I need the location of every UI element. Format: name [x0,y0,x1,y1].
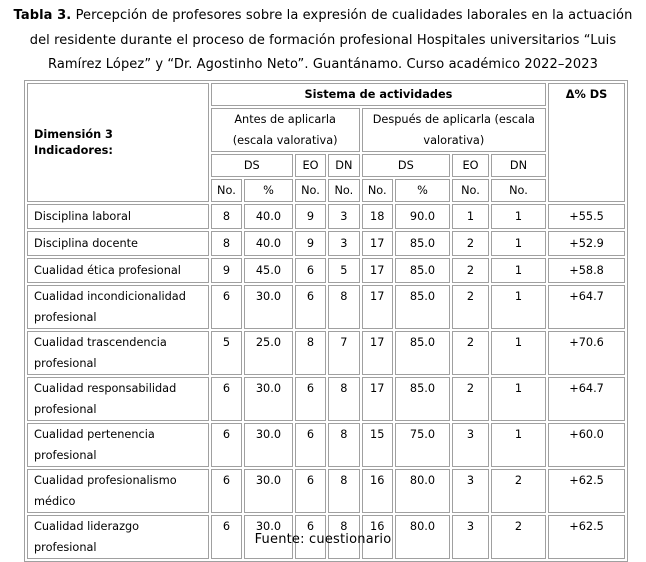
after-eo-cell: 3 [452,423,489,467]
after-eo-cell: 2 [452,377,489,421]
after-ds-pct-cell: 85.0 [395,377,450,421]
indicator-cell: Cualidad trascendencia profesional [27,331,209,375]
before-ds-no-cell: 5 [211,331,242,375]
results-table [24,80,628,562]
caption-label: Tabla 3. [13,8,72,23]
delta-cell: +64.7 [548,377,625,421]
after-dn-header: DN [491,154,546,177]
after-dn-cell: 1 [491,423,546,467]
before-ds-pct-cell: 45.0 [244,258,293,283]
after-header: Después de aplicarla (escala valorativa) [362,108,547,152]
delta-cell: +64.7 [548,285,625,329]
table-caption [8,4,638,78]
indicator-cell: Disciplina laboral [27,204,209,229]
dimension-header-cell [27,83,209,202]
before-eo-cell: 6 [295,285,326,329]
table-row [27,231,625,256]
after-eo-cell: 2 [452,231,489,256]
after-ds-pct-cell: 90.0 [395,204,450,229]
after-ds-pct-header: % [395,179,450,202]
dimension-label: Dimensión 3 [34,127,113,141]
before-dn-cell: 7 [328,331,359,375]
after-ds-no-cell: 17 [362,258,393,283]
after-eo-cell: 2 [452,285,489,329]
after-ds-pct-cell: 85.0 [395,331,450,375]
table-row [27,377,625,421]
delta-cell: +62.5 [548,515,625,559]
delta-cell: +58.8 [548,258,625,283]
after-ds-no-cell: 17 [362,285,393,329]
indicator-cell: Cualidad profesionalismo médico [27,469,209,513]
before-eo-cell: 6 [295,515,326,559]
table-row [27,469,625,513]
after-dn-no-header: No. [491,179,546,202]
before-dn-cell: 8 [328,377,359,421]
indicators-label: Indicadores: [34,143,113,157]
indicator-cell: Cualidad ética profesional [27,258,209,283]
after-ds-no-cell: 15 [362,423,393,467]
after-dn-cell: 1 [491,331,546,375]
before-dn-cell: 5 [328,258,359,283]
after-ds-pct-cell: 85.0 [395,258,450,283]
after-ds-no-cell: 16 [362,469,393,513]
after-ds-no-cell: 17 [362,377,393,421]
before-ds-pct-cell: 30.0 [244,515,293,559]
before-ds-pct-cell: 30.0 [244,285,293,329]
before-dn-cell: 3 [328,204,359,229]
after-dn-cell: 1 [491,231,546,256]
indicator-cell: Cualidad incondicionalidad profesional [27,285,209,329]
before-eo-cell: 9 [295,231,326,256]
after-eo-cell: 1 [452,204,489,229]
before-eo-cell: 6 [295,469,326,513]
indicator-cell: Cualidad pertenencia profesional [27,423,209,467]
before-ds-no-cell: 8 [211,231,242,256]
after-ds-no-cell: 17 [362,331,393,375]
before-eo-cell: 6 [295,258,326,283]
after-dn-cell: 1 [491,258,546,283]
before-ds-no-header: No. [211,179,242,202]
after-ds-no-header: No. [362,179,393,202]
before-ds-pct-cell: 40.0 [244,231,293,256]
delta-cell: +52.9 [548,231,625,256]
after-dn-cell: 1 [491,204,546,229]
delta-cell: +55.5 [548,204,625,229]
table-row [27,204,625,229]
table-row [27,423,625,467]
indicator-cell: Disciplina docente [27,231,209,256]
system-header: Sistema de actividades [211,83,546,106]
after-ds-no-cell: 16 [362,515,393,559]
after-eo-header: EO [452,154,489,177]
before-dn-cell: 8 [328,285,359,329]
before-ds-no-cell: 6 [211,285,242,329]
before-ds-no-cell: 6 [211,423,242,467]
before-ds-no-cell: 6 [211,469,242,513]
before-dn-cell: 8 [328,423,359,467]
after-eo-cell: 3 [452,469,489,513]
before-ds-pct-header: % [244,179,293,202]
delta-cell: +70.6 [548,331,625,375]
after-eo-cell: 2 [452,331,489,375]
after-eo-cell: 3 [452,515,489,559]
caption-text: Percepción de profesores sobre la expresión de cualidades laborales en la actuación del residente durante el proceso de formación profesional Hospitales universitarios “Luis Ramírez López” y “Dr. Agostinho Neto”. Guantánamo. Curso académico 2022–2023 [29,8,633,72]
after-ds-pct-cell: 80.0 [395,469,450,513]
before-eo-cell: 9 [295,204,326,229]
after-dn-cell: 1 [491,285,546,329]
before-ds-pct-cell: 30.0 [244,377,293,421]
before-dn-header: DN [328,154,359,177]
before-ds-header: DS [211,154,293,177]
after-dn-cell: 1 [491,377,546,421]
delta-cell: +62.5 [548,469,625,513]
after-ds-pct-cell: 85.0 [395,285,450,329]
source-note: Fuente: cuestionario [254,532,392,547]
before-ds-pct-cell: 40.0 [244,204,293,229]
after-ds-no-cell: 17 [362,231,393,256]
before-ds-pct-cell: 30.0 [244,469,293,513]
before-eo-header: EO [295,154,326,177]
before-ds-no-cell: 8 [211,204,242,229]
after-ds-header: DS [362,154,451,177]
after-ds-pct-cell: 80.0 [395,515,450,559]
indicator-cell: Cualidad liderazgo profesional [27,515,209,559]
after-ds-no-cell: 18 [362,204,393,229]
before-dn-cell: 3 [328,231,359,256]
before-ds-pct-cell: 30.0 [244,423,293,467]
table-row [27,331,625,375]
before-ds-no-cell: 9 [211,258,242,283]
after-ds-pct-cell: 85.0 [395,231,450,256]
before-dn-cell: 8 [328,469,359,513]
before-header: Antes de aplicarla (escala valorativa) [211,108,360,152]
after-ds-pct-cell: 75.0 [395,423,450,467]
after-dn-cell: 2 [491,515,546,559]
delta-header: Δ% DS [548,83,625,202]
delta-cell: +60.0 [548,423,625,467]
table-row [27,285,625,329]
indicator-cell: Cualidad responsabilidad profesional [27,377,209,421]
before-dn-cell: 8 [328,515,359,559]
after-eo-no-header: No. [452,179,489,202]
after-eo-cell: 2 [452,258,489,283]
before-ds-pct-cell: 25.0 [244,331,293,375]
before-ds-no-cell: 6 [211,377,242,421]
before-eo-no-header: No. [295,179,326,202]
before-eo-cell: 8 [295,331,326,375]
table-row [27,258,625,283]
before-ds-no-cell: 6 [211,515,242,559]
before-eo-cell: 6 [295,423,326,467]
before-eo-cell: 6 [295,377,326,421]
header-row-1 [27,83,625,106]
before-dn-no-header: No. [328,179,359,202]
after-dn-cell: 2 [491,469,546,513]
